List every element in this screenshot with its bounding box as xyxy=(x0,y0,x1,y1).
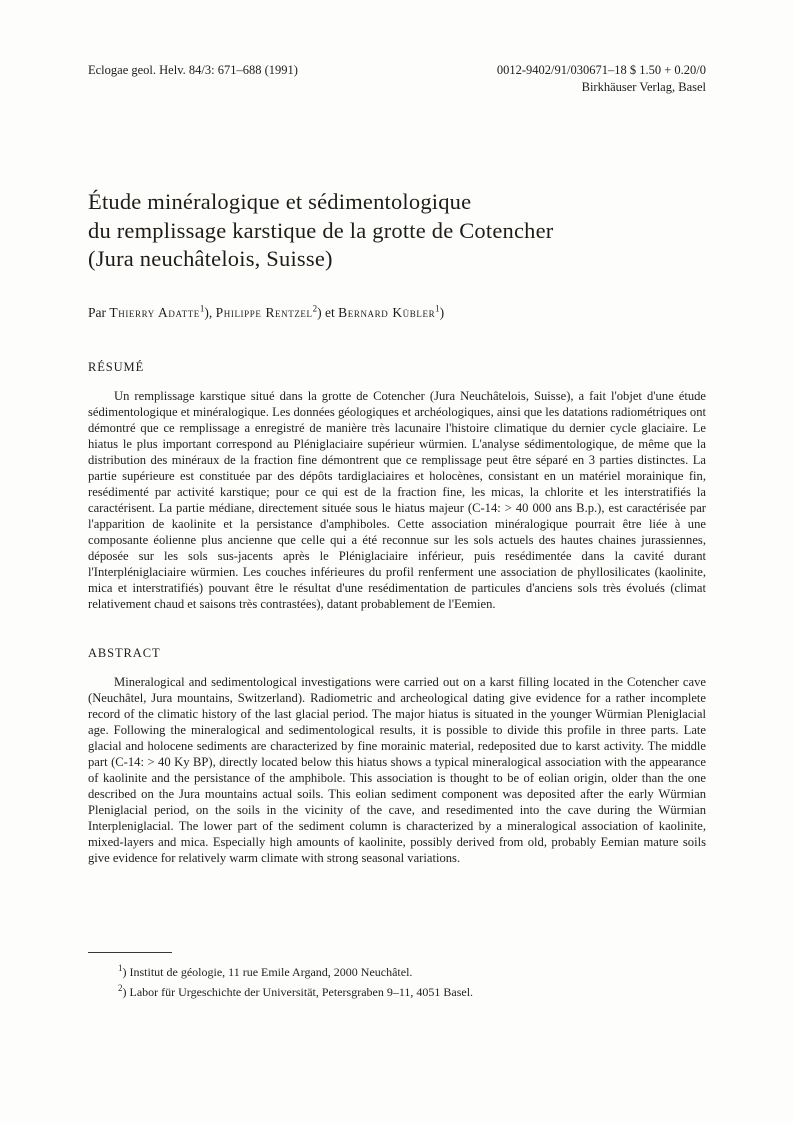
footnote xyxy=(88,963,706,983)
masthead-right-block xyxy=(497,62,706,96)
abstract-text: Mineralogical and sedimentological investigations were carried out on a karst filling located in the Cotencher cave (Neuchâtel, Jura mountains, Switzerland). Radiometric and archeological dating give evidence for a rather incomplete record of the climatic history of the last glacial period. The major hiatus is situated in the younger Würmian Pleniglacial age. Following the mineralogical and sedimentological results, it is possible to divide this profile in three parts. Late glacial and holocene sediments are characterized by fine morainic material, redeposited due to karst activity. The middle part (C-14: > 40 Ky BP), directly located below this hiatus shows a typical mineralogical association with the appearance of kaolinite and the persistance of the amphibole. This association is thought to be of eolian origin, older than the one described on the Jura mountains actual soils. This eolian sediment component was deposited after the early Würmian Pleniglacial period, on the soils in the vicinity of the cave, and resedimented into the cave during the Würmian Interpleniglacial. The lower part of the sediment column is characterized by a mineralogical association of kaolinite, mixed-layers and mica. Especially high amounts of kaolinite, possibly derived from old, probably Eemian mature soils give evidence for relatively warm climate with strong seasonal variations. xyxy=(88,674,706,865)
footnotes-block xyxy=(88,952,706,1002)
abstract-heading: ABSTRACT xyxy=(88,645,161,660)
title-line-1: Étude minéralogique et sédimentologique xyxy=(88,189,472,214)
footnote-rule xyxy=(88,952,172,953)
title-line-2: du remplissage karstique de la grotte de Cotencher xyxy=(88,217,554,243)
footnote-text: ) Labor für Urgeschichte der Universität, Petersgraben 9–11, 4051 Basel. xyxy=(122,984,474,999)
author-separator: ) xyxy=(439,304,445,320)
byline xyxy=(88,304,706,322)
author-separator: ) et xyxy=(317,304,339,320)
byline-prefix: Par xyxy=(88,304,110,320)
author-name: Philippe Rentzel xyxy=(215,304,313,320)
author-footnote-marker: 2 xyxy=(312,303,318,313)
journal-reference: Eclogae geol. Helv. 84/3: 671–688 (1991) xyxy=(88,63,298,77)
author-footnote-marker: 1 xyxy=(435,303,440,313)
author-name: Bernard Kübler xyxy=(338,304,436,320)
resume-section xyxy=(88,360,706,612)
resume-text: Un remplissage karstique situé dans la grotte de Cotencher (Jura Neuchâtelois, Suisse), a fait l'objet d'une étude sédimentologique et minéralogique. Les données géologiques et archéologiques, ainsi que les datations radiométriques ont démontré que ce remplissage a enregistré de manière très lacunaire l'histoire climatique du dernier cycle glaciaire. Le hiatus le plus important correspond au Pléniglaciaire supérieur würmien. L'analyse sédimentologique, de même que la distribution des minéraux de la fraction fine démontrent que ce remplissage peut être séparé en 3 parties distinctes. La partie supérieure est constituée par des dépôts tardiglaciaires et holocènes, consistant en un matériel morainique fin, resédimenté par activité karstique; pour ce qui est de la fraction fine, les micas, la chlorite et les interstratifiés la caractérisent. La partie médiane, directement située sous le hiatus majeur (C-14: > 40 000 ans B.p.), est caractérisée par l'apparition de kaolinite et la persistance d'amphiboles. Cette association minéralogique pourrait être liée à une composante éolienne plus ancienne que celle qui a été reconnue sur les sols actuels des hautes chaines jurassiennes, déposée sur les sols sus-jacents après le Pléniglaciaire inférieur, puis resédimentée dans la cavité durant l'Interpléniglaciaire würmien. Les couches inférieures du profil renferment une association de phyllosilicates (kaolinite, mica et interstratifiés) pouvant être le résultat d'une resédimentation de particules d'anciens sols très évolués (climat relativement chaud et saisons très contrastées), datant probablement de l'Eemien. xyxy=(88,388,706,611)
footnote-marker: 2 xyxy=(118,982,123,993)
footnote-marker: 1 xyxy=(118,963,123,973)
resume-heading: RÉSUMÉ xyxy=(88,359,145,374)
author-footnote-marker: 1 xyxy=(199,303,205,313)
copyright-code: 0012-9402/91/030671–18 $ 1.50 + 0.20/0 xyxy=(496,63,706,77)
footnote xyxy=(88,983,706,1003)
article-title xyxy=(88,188,706,274)
abstract-section xyxy=(88,646,706,866)
author-separator: ), xyxy=(204,304,216,320)
footnote-text: ) Institut de géologie, 11 rue Emile Argand, 2000 Neuchâtel. xyxy=(122,965,413,979)
author-name: Thierry Adatte xyxy=(109,304,200,320)
title-line-3: (Jura neuchâtelois, Suisse) xyxy=(88,246,333,271)
journal-masthead xyxy=(88,62,706,96)
publisher-line: Birkhäuser Verlag, Basel xyxy=(581,80,706,94)
